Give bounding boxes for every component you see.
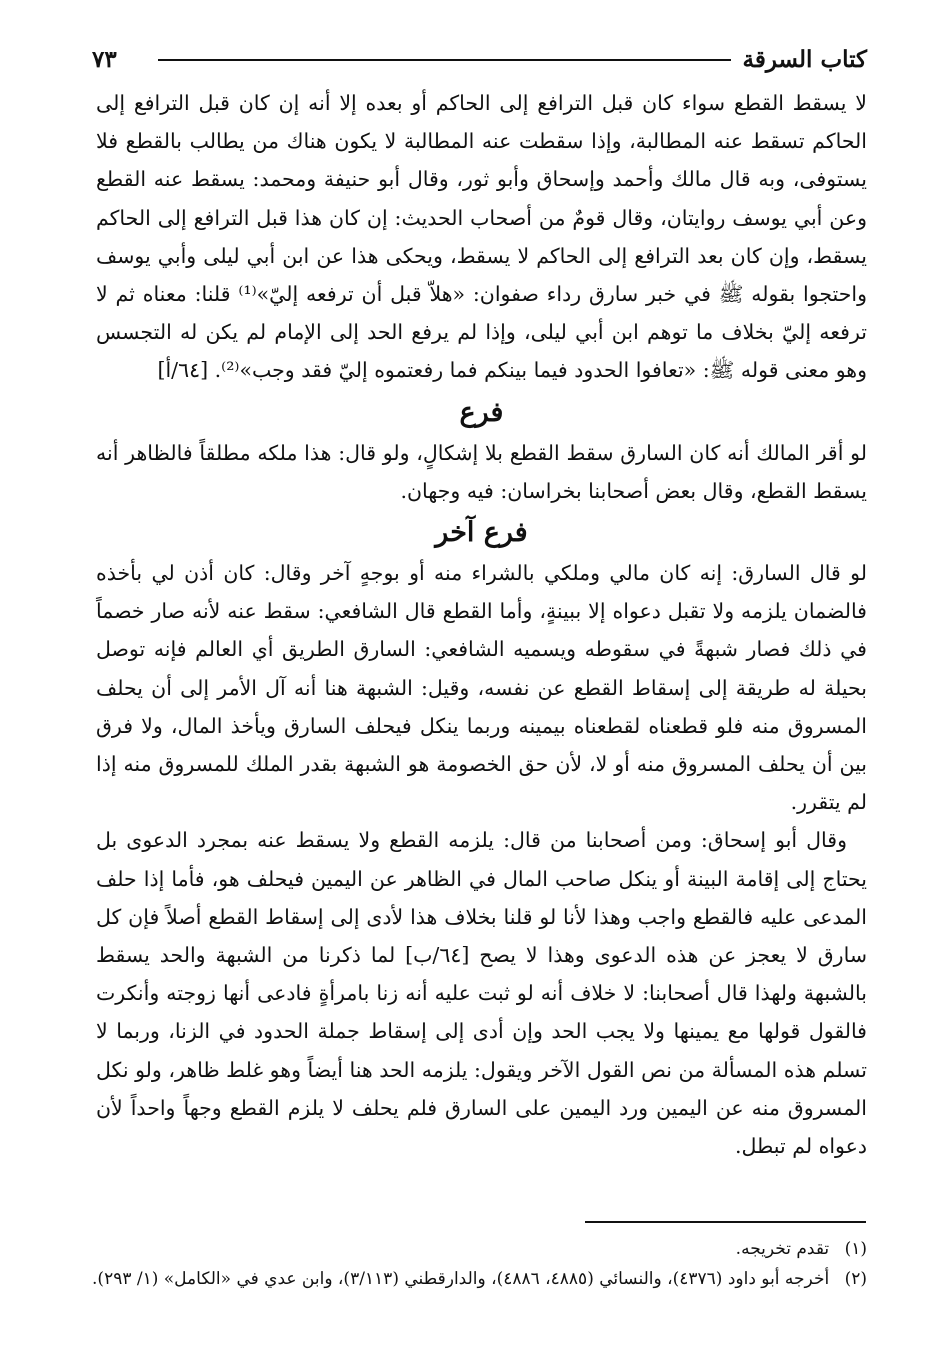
paragraph: لا يسقط القطع سواء كان قبل الترافع إلى الحاكم أو بعده إلا أنه إن كان قبل الترافع إلى الحاكم تسقط عنه المطالبة، وإذا سقطت عنه المطالبة لا يكون هناك من يطالب بالقطع فلا يستوفى، وبه قال مالك وأحمد وإسحاق وأبو ثور، وقال أبو حنيفة ومحمد: يسقط عنه القطع وعن أبي يوسف روايتان، وقال قومٌ من أصحاب الحديث: إن كان هذا قبل الترافع إلى الحاكم يسقط، وإن كان بعد الترافع إلى الحاكم لا يسقط، ويحكى هذا عن ابن أبي ليلى وأبي يوسف واحتجوا بقوله ﷺ في خبر سارق رداء صفوان: «هلاّ قبل أن ترفعه إليّ»⁽¹⁾ قلنا: معناه ثم لا ترفعه إليّ بخلاف ما توهم ابن أبي ليلى، وإذا لم يرفع الحد إلى الإمام لم يكن له التجسس وهو معنى قوله ﷺ: «تعافوا الحدود فيما بينكم فما رفعتموه إليّ فقد وجب»⁽²⁾. [٦٤/أ] [96, 91, 868, 383]
page-number: ٧٣ [92, 46, 117, 73]
footnote-number: (٢) [844, 1269, 867, 1289]
paragraph: لو قال السارق: إنه كان مالي وملكي بالشراء منه أو بوجهٍ آخر وقال: كان أذن لي بأخذه فالضمان يلزمه ولا تقبل دعواه إلا ببينةٍ، وأما القطع قال الشافعي: سقط عنه لأنه صار خصماً في ذلك فصار شبهةً في سقوطه ويسميه الشافعي: السارق الطريق أي العالم فإنه توصل بحيلة له طريقة إلى إسقاط القطع عن نفسه، وقيل: الشبهة هنا أنه آل الأمر إلى أن يحلف المسروق منه فلو قطعناه لقطعناه بيمينه وربما ينكل فيحلف السارق ويأخذ المال، ولا فرق بين أن يحلف المسروق منه أو لا، لأن حق الخصومة هو الشبهة بقدر الملك للمسروق منه إذا لم يتقرر. [96, 561, 867, 815]
footnote-text: تقدم تخريجه. [735, 1239, 830, 1259]
section-heading: فرع [459, 396, 504, 428]
page-body [96, 84, 867, 1165]
chapter-title: كتاب السرقة [742, 46, 867, 73]
page-header [92, 40, 867, 80]
footnote [92, 1264, 867, 1294]
footnote-separator [585, 1221, 866, 1223]
paragraph: لو أقر المالك أنه كان السارق سقط القطع بلا إشكالٍ، ولو قال: هذا ملكه مطلقاً فالظاهر أنه يسقط القطع، وقال بعض أصحابنا بخراسان: فيه وجهان. [96, 440, 867, 503]
footnote [92, 1234, 867, 1264]
paragraph: وقال أبو إسحاق: ومن أصحابنا من قال: يلزمه القطع ولا يسقط عنه بمجرد الدعوى بل يحتاج إلى إقامة البينة أو ينكل صاحب المال في الظاهر عن اليمين فيحلف هو، فأما إذا حلف المدعى عليه فالقطع واجب وهذا لأنا لو قلنا بخلاف هذا لأدى إلى إسقاط القطع أصلاً فإن كل سارق لا يعجز عن هذه الدعوى وهذا لا يصح [٦٤/ب] لما ذكرنا من الشبهة والحد يسقط بالشبهة ولهذا قال أصحابنا: لا خلاف أنه لو ثبت عليه أنه زنا بامرأةٍ فادعى أنها زوجته وأنكرت فالقول قولها مع يمينها ولا يجب الحد وإن أدى إلى إسقاط جملة الحدود في الزنا، وربما لا تسلم هذه المسألة من نص القول الآخر ويقول: يلزمه الحد هنا أيضاً وهو غلط ظاهر، ولو نكل المسروق منه عن اليمين ورد اليمين على السارق فلم يحلف لا يلزم القطع وجهاً واحداً لأن دعواه لم تبطل. [96, 828, 867, 1159]
footnotes [92, 1234, 867, 1294]
section-heading: فرع آخر [435, 517, 528, 549]
footnote-text: أخرجه أبو داود (٤٣٧٦)، والنسائي (٤٨٨٥، ٤٨٨٦)، والدارقطني (٣/١١٣)، وابن عدي في «الكامل» (١/ ٢٩٣). [92, 1269, 830, 1289]
header-rule [158, 59, 731, 61]
footnote-number: (١) [844, 1239, 867, 1259]
